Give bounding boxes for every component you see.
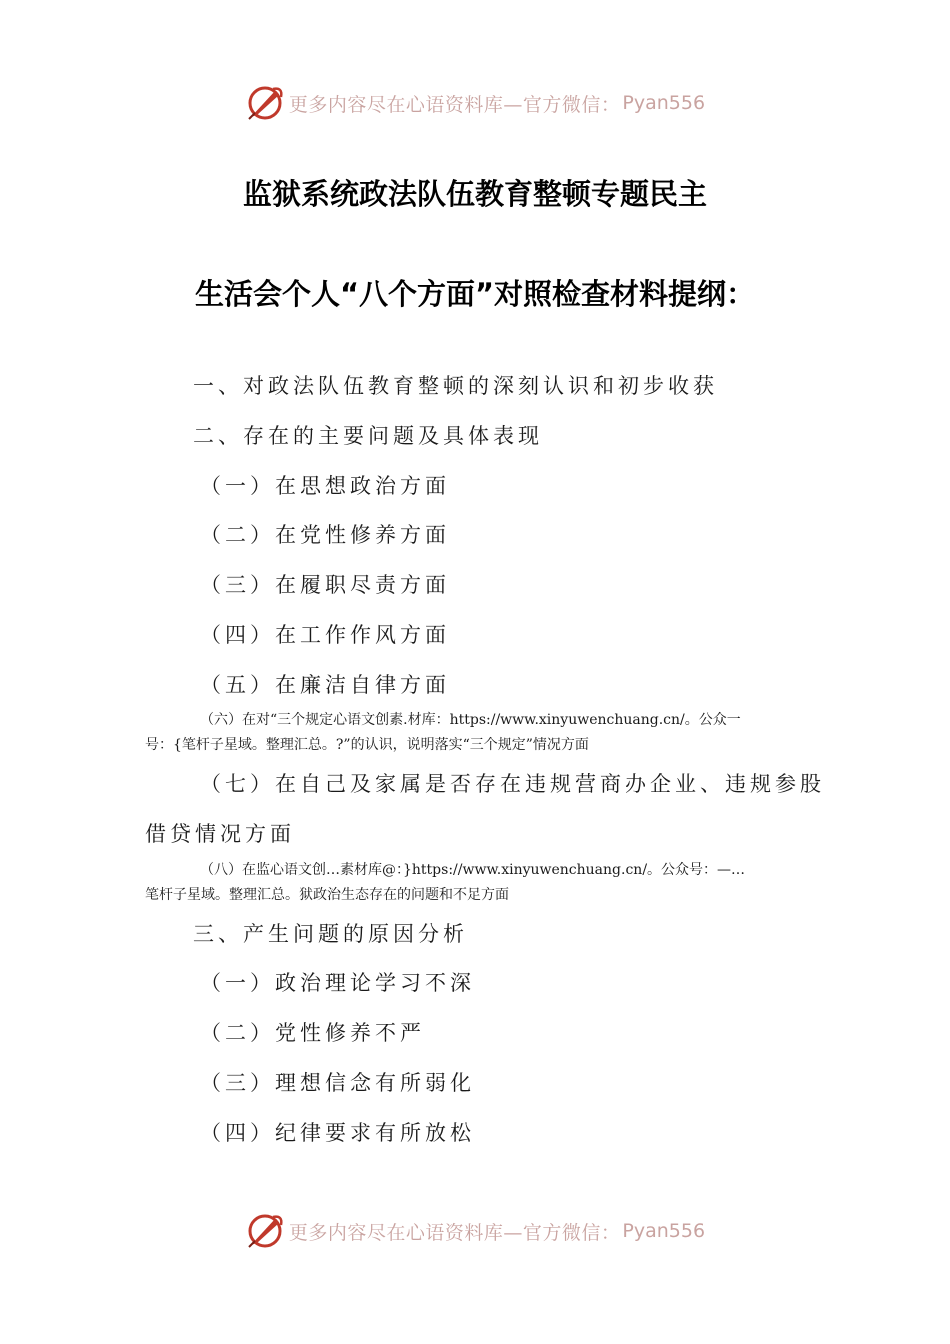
outline-item: （二）党性修养不严	[200, 1021, 425, 1045]
document-title-line-2: 生活会个人“八个方面”对照检查材料提纲：	[194, 277, 756, 311]
outline-item-7-line-1: （七）在自己及家属是否存在违规营商办企业、违规参股	[200, 772, 825, 796]
outline-item: （二）在党性修养方面	[200, 523, 450, 547]
banner-text: 更多内容尽在心语资料库—官方微信：	[288, 1221, 621, 1244]
document-title-line-1: 监狱系统政法队伍教育整顿专题民主	[242, 177, 707, 211]
outline-item: （五）在廉洁自律方面	[200, 673, 450, 697]
header-watermark-banner	[0, 78, 950, 128]
outline-item: （四）纪律要求有所放松	[200, 1121, 475, 1145]
outline-item: （三）理想信念有所弱化	[200, 1071, 475, 1095]
quill-pen-logo-icon	[245, 83, 285, 123]
quill-pen-logo-icon	[245, 1211, 285, 1251]
outline-item: （一）在思想政治方面	[200, 474, 450, 498]
outline-section-3: 三、产生问题的原因分析	[193, 922, 468, 946]
outline-item: （三）在履职尽责方面	[200, 573, 450, 597]
outline-item-6-line-2: 号：{笔杆子星域。整理汇总。?”的认识，说明落实“三个规定”情况方面	[145, 737, 589, 753]
outline-section-2: 二、存在的主要问题及具体表现	[193, 424, 543, 448]
outline-item-7-line-2: 借贷情况方面	[145, 822, 295, 846]
outline-section-1: 一、对政法队伍教育整顿的深刻认识和初步收获	[193, 374, 718, 398]
outline-item: （四）在工作作风方面	[200, 623, 450, 647]
outline-item: （一）政治理论学习不深	[200, 971, 475, 995]
banner-account: Pyan556	[622, 92, 706, 114]
outline-item-8-line-1: （八）在监心语文创…素材库@：}https://www.xinyuwenchuang.cn/。公众号：—…	[200, 862, 746, 878]
outline-item-6-line-1: （六）在对“三个规定心语文创素.材库：https://www.xinyuwenchuang.cn/。公众一	[200, 712, 741, 728]
outline-item-8-line-2: 笔杆子星域。整理汇总。狱政治生态存在的问题和不足方面	[145, 887, 509, 903]
banner-account: Pyan556	[622, 1220, 706, 1242]
banner-text: 更多内容尽在心语资料库—官方微信：	[288, 93, 621, 116]
footer-watermark-banner	[0, 1206, 950, 1256]
